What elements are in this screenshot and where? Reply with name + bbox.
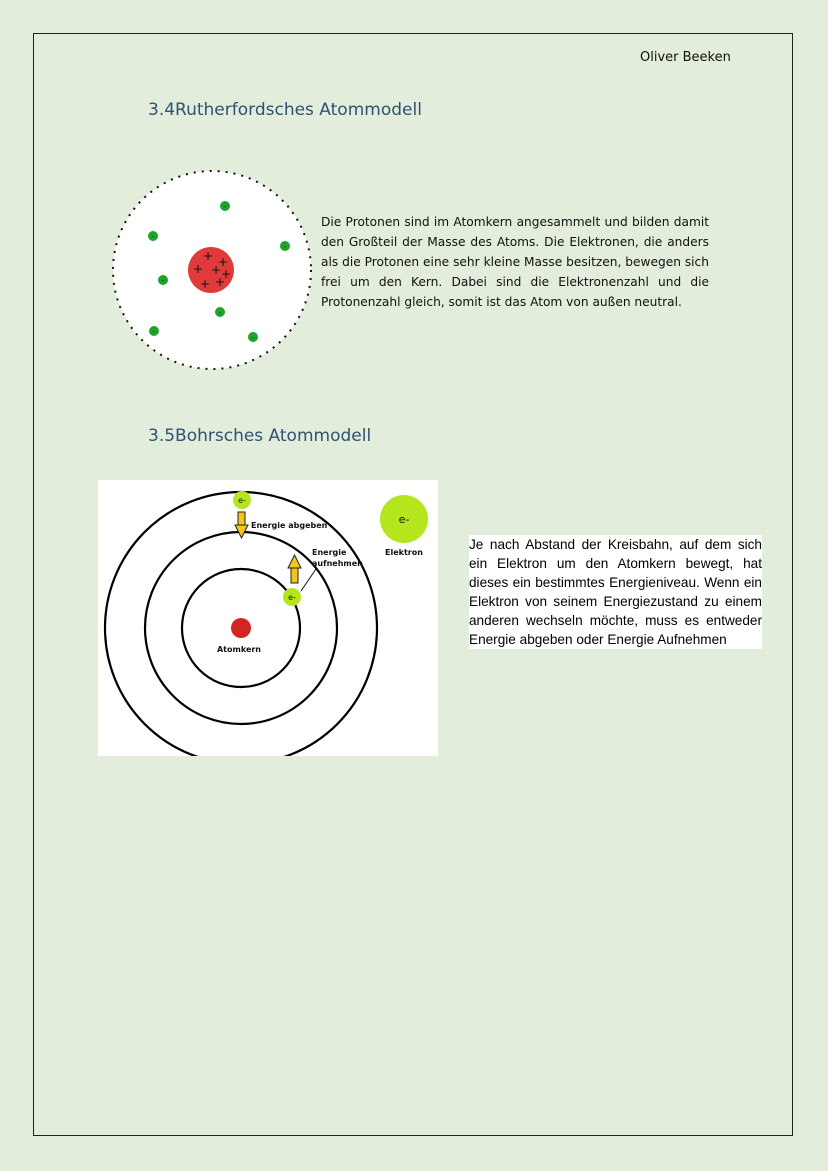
proton: + — [220, 267, 232, 281]
absorb-label: Energie — [312, 548, 347, 557]
proton: + — [199, 277, 211, 291]
absorb-pointer — [301, 569, 316, 591]
svg-text:-: - — [251, 333, 255, 342]
proton: + — [192, 262, 204, 276]
svg-text:-: - — [151, 232, 155, 241]
rutherford-atom-diagram — [108, 168, 318, 373]
nucleus-label: Atomkern — [216, 645, 262, 654]
release-label: Energie abgeben — [251, 521, 328, 530]
proton: + — [210, 263, 222, 277]
section-heading-rutherford: 3.4Rutherfordsches Atommodell — [148, 100, 422, 120]
arrow-up-icon — [288, 555, 301, 583]
author-name: Oliver Beeken — [640, 50, 731, 65]
svg-text:e-: e- — [398, 513, 410, 526]
proton: + — [202, 249, 214, 263]
svg-text:e-: e- — [288, 593, 296, 602]
svg-text:-: - — [283, 242, 287, 251]
nucleus — [231, 618, 251, 638]
svg-text:-: - — [161, 276, 165, 285]
legend-label: Elektron — [385, 548, 423, 557]
proton: + — [217, 255, 229, 269]
bohr-atom-diagram — [98, 480, 438, 756]
bohr-description: Je nach Abstand der Kreisbahn, auf dem sich ein Elektron um den Atomkern bewegt, hat dieses ein bestimmtes Energieniveau. Wenn ein Elektron von seinem Energiezustand zu einem anderen wechseln möchte, muss es entweder Energie abgeben oder Energie Aufnehmen — [469, 537, 762, 647]
bohr-diagram-box — [98, 480, 438, 756]
rutherford-description: Die Protonen sind im Atomkern angesammelt und bilden damit den Großteil der Masse des Atoms. Die Elektronen, die anders als die Protonen eine sehr kleine Masse besitzen, bewegen sich frei um den Kern. Dabei sind die Elektronenzahl und die Protonenzahl gleich, somit ist das Atom von außen neutral. — [321, 215, 709, 309]
arrow-down-icon — [235, 512, 248, 538]
svg-text:e-: e- — [238, 496, 246, 505]
svg-text:-: - — [152, 327, 156, 336]
section-heading-bohr: 3.5Bohrsches Atommodell — [148, 426, 372, 446]
svg-text:-: - — [218, 308, 222, 317]
svg-text:-: - — [223, 202, 227, 211]
absorb-label: aufnehmen — [312, 559, 363, 568]
proton: + — [214, 275, 226, 289]
